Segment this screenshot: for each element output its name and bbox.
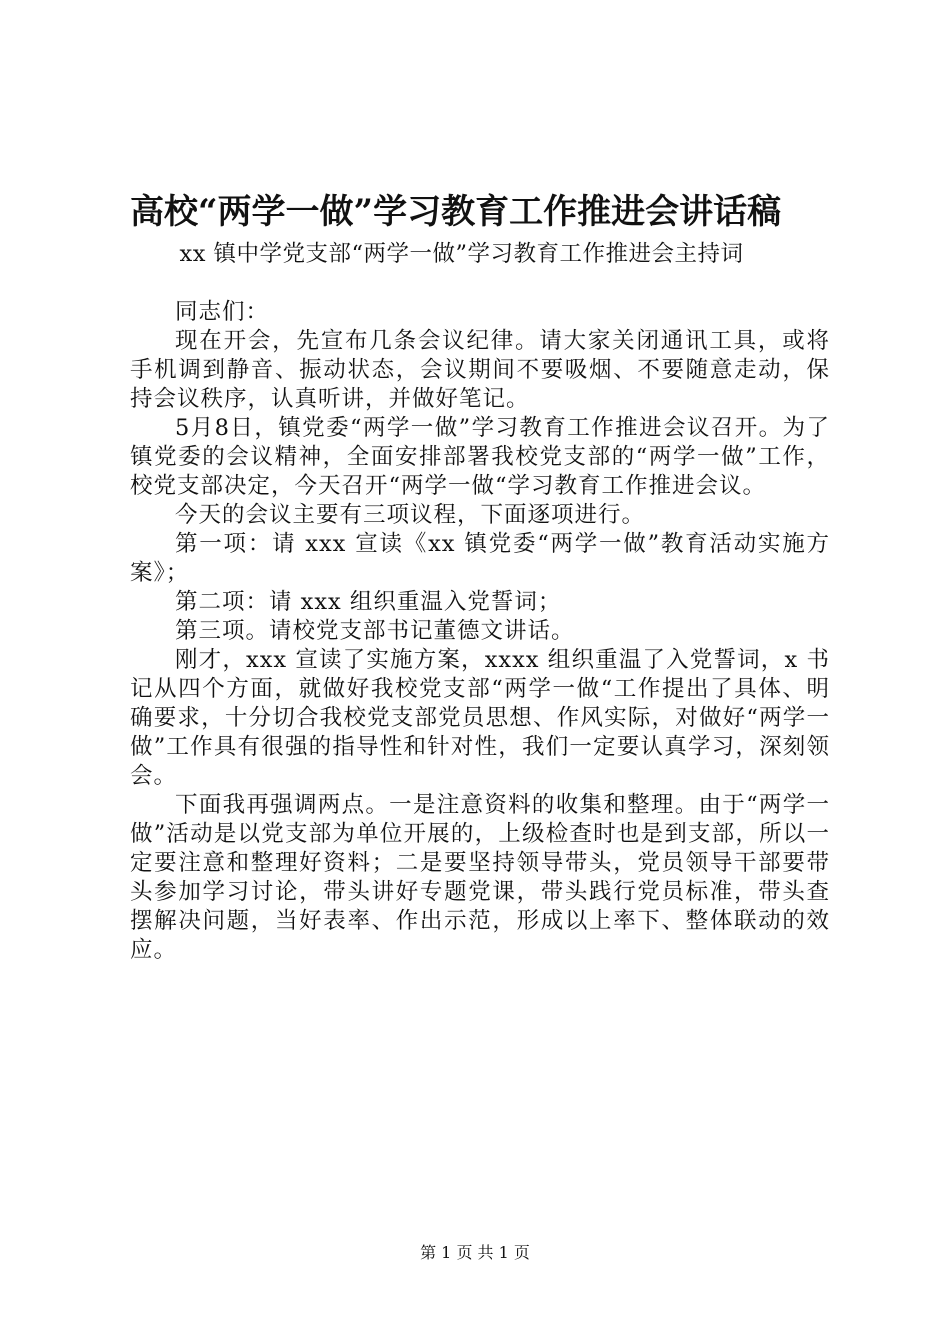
paragraph-greeting: 同志们： [175, 299, 270, 325]
document-subtitle: xx 镇中学党支部“两学一做”学习教育工作推进会主持词 [179, 241, 744, 267]
paragraph-agenda-item-3: 第三项。请校党支部书记董德文讲话。 [175, 618, 575, 644]
document-title: 高校“两学一做”学习教育工作推进会讲话稿 [130, 192, 782, 232]
page-footer [0, 1242, 950, 1264]
paragraph-discipline: 现在开会，先宣布几条会议纪律。请大家关闭通讯工具，或将手机调到静音、振动状态，会议期间不要吸烟、不要随意走动，保持会议秩序，认真听讲，并做好笔记。 [130, 328, 830, 412]
paragraph-agenda-intro: 今天的会议主要有三项议程，下面逐项进行。 [175, 502, 646, 528]
paragraph-emphasis: 下面我再强调两点。一是注意资料的收集和整理。由于“两学一做”活动是以党支部为单位开展的，上级检查时也是到支部，所以一定要注意和整理好资料；二是要坚持领导带头，党员领导干部要带头参加学习讨论，带头讲好专题党课，带头践行党员标准，带头查摆解决问题，当好表率、作出示范，形成以上率下、整体联动的效应。 [130, 792, 830, 963]
document-body [130, 240, 830, 965]
paragraph-agenda-item-1: 第一项：请 xxx 宣读《xx 镇党委“两学一做”教育活动实施方案》； [130, 531, 830, 586]
page-number: 第 1 页 共 1 页 [420, 1243, 530, 1262]
paragraph-background: 5月8日，镇党委“两学一做”学习教育工作推进会议召开。为了镇党委的会议精神，全面安排部署我校党支部的“两学一做”工作，校党支部决定，今天召开“两学一做“学习教育工作推进会议。 [130, 415, 830, 499]
paragraph-agenda-item-2: 第二项：请 xxx 组织重温入党誓词； [175, 589, 562, 615]
paragraph-summary: 刚才，xxx 宣读了实施方案，xxxx 组织重温了入党誓词，x 书记从四个方面，就做好我校党支部“两学一做“工作提出了具体、明确要求，十分切合我校党支部党员思想、作风实际，对做好“两学一做”工作具有很强的指导性和针对性，我们一定要认真学习，深刻领会。 [130, 647, 830, 789]
